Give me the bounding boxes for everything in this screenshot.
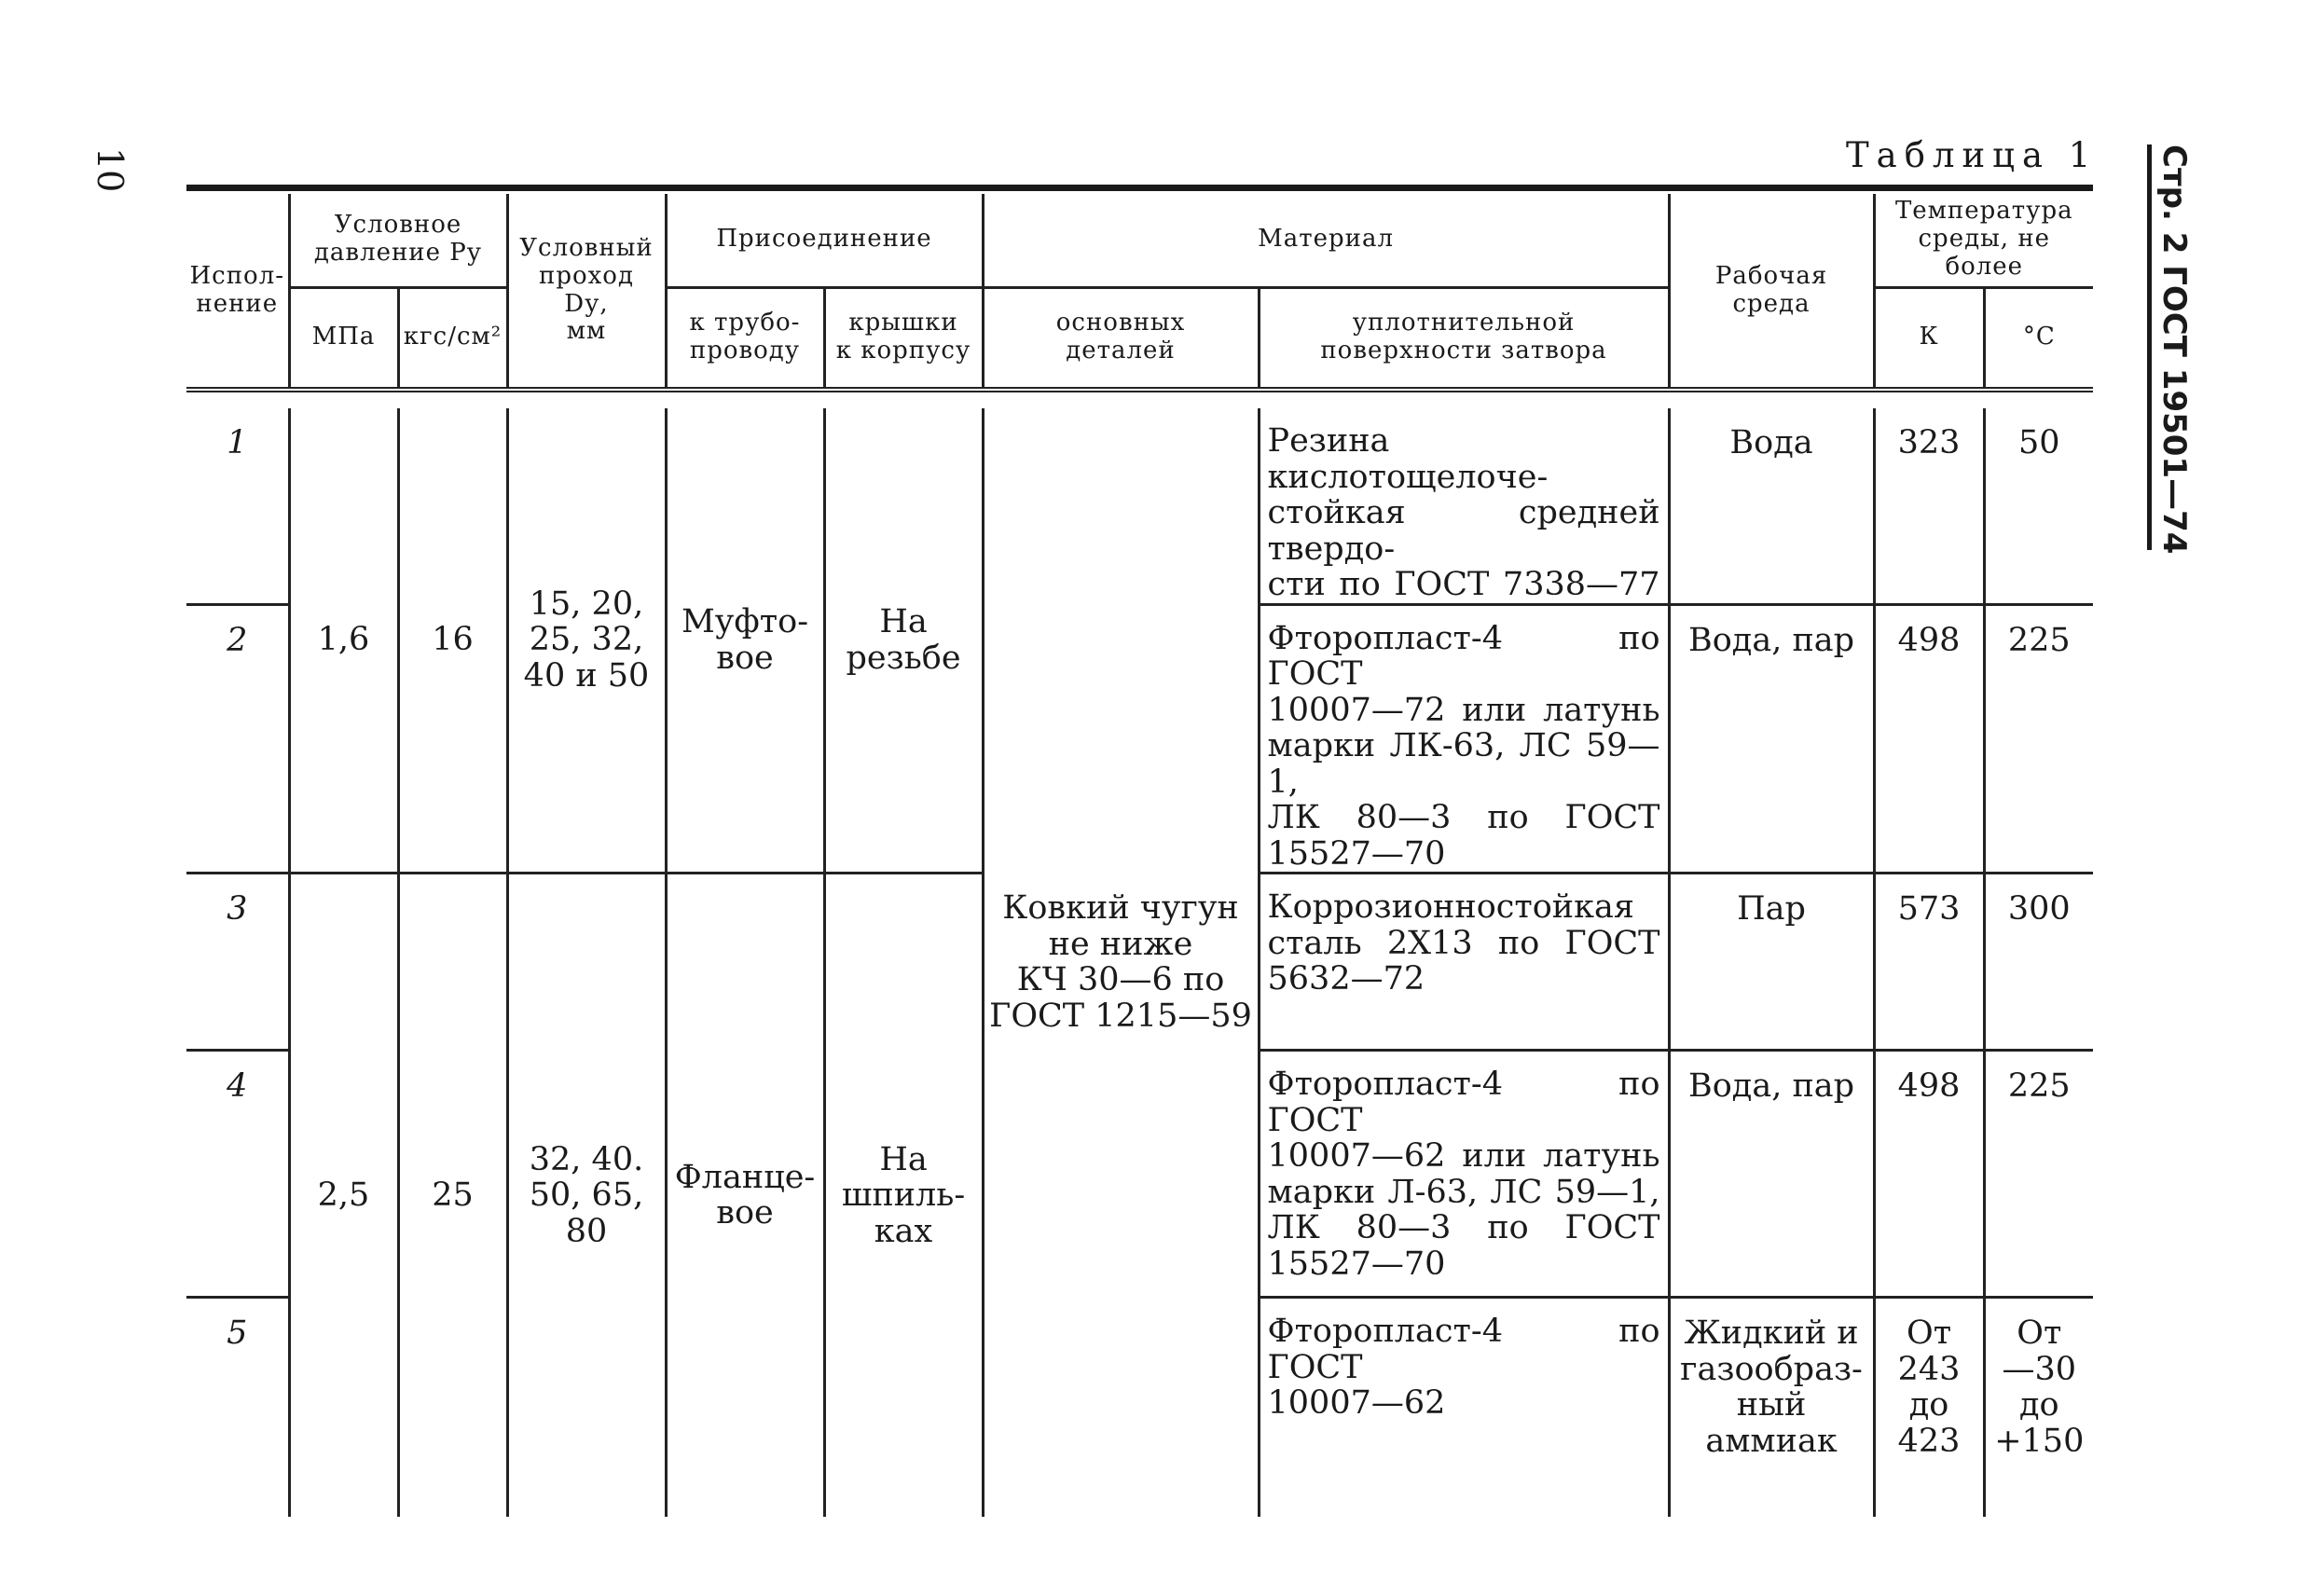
col-passage: Условный проход Dу, мм bbox=[507, 194, 666, 390]
col-k: К bbox=[1874, 287, 1984, 390]
col-medium: Рабочая среда bbox=[1669, 194, 1874, 390]
temp-c: 225 bbox=[1984, 1051, 2093, 1298]
row-number: 1 bbox=[186, 408, 289, 604]
group-cover: На резьбе bbox=[824, 408, 983, 874]
col-pressure: Условное давление Pу bbox=[289, 194, 507, 287]
side-header: Стр. 2 ГОСТ 19501—74 bbox=[2155, 144, 2193, 555]
seal-material: Коррозионностойкая сталь 2Х13 по ГОСТ 5632—72 bbox=[1259, 874, 1669, 1051]
col-temperature: Температура среды, не более bbox=[1874, 194, 2093, 287]
temp-c: 225 bbox=[1984, 604, 2093, 874]
group-mpa: 2,5 bbox=[289, 874, 398, 1517]
seal-material: Фторопласт-4 по ГОСТ 10007—62 или латунь марки Л-63, ЛС 59—1, ЛК 80—3 по ГОСТ 15527—70 bbox=[1259, 1051, 1669, 1298]
group-kgf: 16 bbox=[398, 408, 507, 874]
col-kgf: кгс/см² bbox=[398, 287, 507, 390]
col-cover: крышки к корпусу bbox=[824, 287, 983, 390]
temp-c: 300 bbox=[1984, 874, 2093, 1051]
col-mpa: МПа bbox=[289, 287, 398, 390]
page-number: 10 bbox=[89, 147, 131, 193]
row-number: 2 bbox=[186, 604, 289, 874]
temp-k: 573 bbox=[1874, 874, 1984, 1051]
group-to-pipe: Муфто- вое bbox=[666, 408, 824, 874]
row-number: 3 bbox=[186, 874, 289, 1051]
spec-table bbox=[186, 194, 2093, 1517]
group-kgf: 25 bbox=[398, 874, 507, 1517]
col-seal: уплотнительной поверхности затвора bbox=[1259, 287, 1669, 390]
seal-material: Фторопласт-4 по ГОСТ 10007—72 или латунь марки ЛК-63, ЛС 59—1, ЛК 80—3 по ГОСТ 15527—70 bbox=[1259, 604, 1669, 874]
seal-material: Резина кислотощелоче- стойкая средней твердо- сти по ГОСТ 7338—77 bbox=[1259, 408, 1669, 604]
col-variant: Испол- нение bbox=[186, 194, 289, 390]
group-passage: 15, 20, 25, 32, 40 и 50 bbox=[507, 408, 666, 874]
col-material: Материал bbox=[983, 194, 1669, 287]
medium: Пар bbox=[1669, 874, 1874, 1051]
group-to-pipe: Фланце- вое bbox=[666, 874, 824, 1517]
side-rule bbox=[2147, 144, 2152, 550]
temp-k: От 243 до 423 bbox=[1874, 1298, 1984, 1517]
temp-k: 498 bbox=[1874, 604, 1984, 874]
row-number: 4 bbox=[186, 1051, 289, 1298]
group-cover: На шпиль- ках bbox=[824, 874, 983, 1517]
medium: Вода bbox=[1669, 408, 1874, 604]
temp-c: От —30 до +150 bbox=[1984, 1298, 2093, 1517]
col-c: °С bbox=[2022, 323, 2056, 351]
group-mpa: 1,6 bbox=[289, 408, 398, 874]
temp-c: 50 bbox=[2018, 424, 2060, 461]
temp-k: 498 bbox=[1874, 1051, 1984, 1298]
medium: Жидкий и газообраз- ный аммиак bbox=[1669, 1298, 1874, 1517]
seal-material: Фторопласт-4 по ГОСТ 10007—62 bbox=[1259, 1298, 1669, 1517]
medium: Вода, пар bbox=[1669, 604, 1874, 874]
col-main-parts: основных деталей bbox=[983, 287, 1259, 390]
table-title: Таблица 1 bbox=[1846, 135, 2099, 175]
medium: Вода, пар bbox=[1669, 1051, 1874, 1298]
temp-k: 323 bbox=[1874, 408, 1984, 604]
col-to-pipe: к трубо- проводу bbox=[666, 287, 824, 390]
main-material: Ковкий чугун не ниже КЧ 30—6 по ГОСТ 1215—59 bbox=[983, 408, 1259, 1517]
group-passage: 32, 40. 50, 65, 80 bbox=[507, 874, 666, 1517]
row-number: 5 bbox=[186, 1298, 289, 1517]
table-row bbox=[186, 408, 2093, 604]
col-connection: Присоединение bbox=[666, 194, 983, 287]
top-rule bbox=[186, 185, 2093, 191]
